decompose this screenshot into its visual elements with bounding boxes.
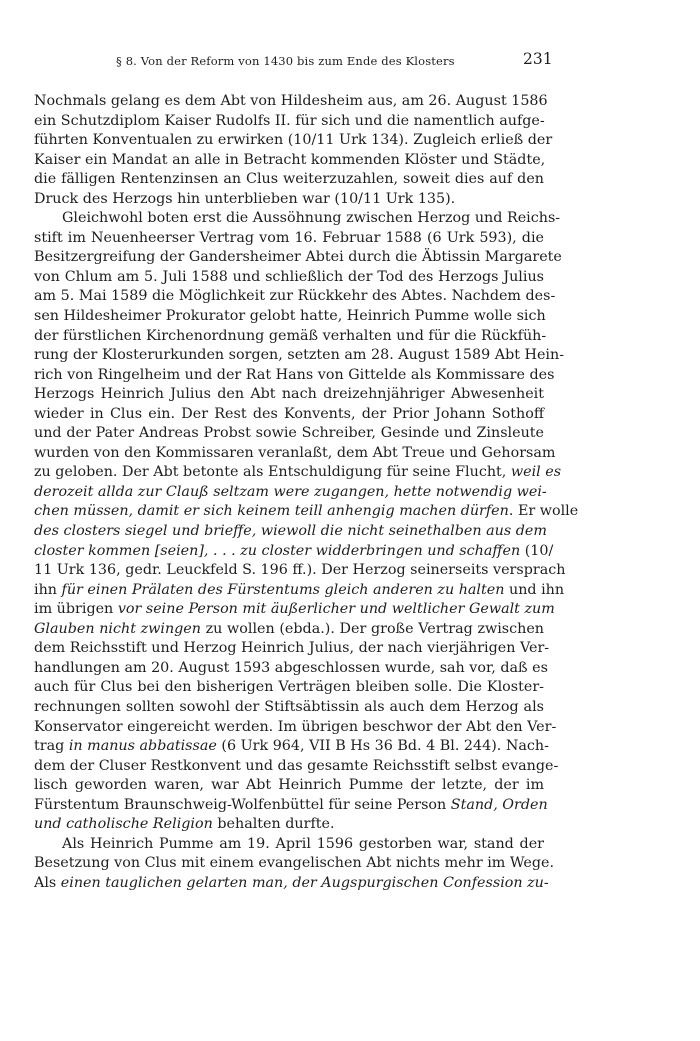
text-line: Konservator eingereicht werden. Im übrigen beschwor der Abt den Ver- — [34, 718, 557, 735]
text-line: lisch geworden waren, war Abt Heinrich Pumme der letzte, der im — [34, 777, 544, 794]
text-line: wieder in Clus ein. Der Rest des Konvents, der Prior Johann Sothoff — [34, 405, 544, 422]
body-text — [34, 92, 579, 893]
text-line: und catholische Religion behalten durfte. — [34, 816, 335, 833]
text-line: closter kommen [seien], . . . zu closter widderbringen und schaffen (10/ — [34, 542, 554, 559]
paragraph-2 — [34, 209, 579, 835]
text-line: handlungen am 20. August 1593 abgeschlossen wurde, sah vor, daß es — [34, 659, 548, 676]
quote-italic: Stand, Orden — [450, 796, 548, 813]
text-line: stift im Neuenheerser Vertrag vom 16. Februar 1588 (6 Urk 593), die — [34, 229, 544, 246]
text-line: Besitzergreifung der Gandersheimer Abtei durch die Äbtissin Margarete — [34, 249, 562, 266]
text-line: Als einen tauglichen gelarten man, der Augspurgischen Confession zu- — [34, 874, 549, 891]
quote-italic: und catholische Religion — [34, 816, 213, 833]
text-line: Fürstentum Braunschweig-Wolfenbüttel für seine Person Stand, Orden — [34, 796, 548, 813]
text-line: von Chlum am 5. Juli 1588 und schließlich der Tod des Herzogs Julius — [34, 268, 544, 285]
text-line: dem Reichsstift und Herzog Heinrich Julius, der nach vierjährigen Ver- — [34, 640, 550, 657]
text-line: rung der Klosterurkunden sorgen, setzten am 28. August 1589 Abt Hein- — [34, 347, 565, 364]
text-line: der fürstlichen Kirchenordnung gemäß verhalten und für die Rückfüh- — [34, 327, 547, 344]
text-line: ihn für einen Prälaten des Fürstentums gleich anderen zu halten und ihn — [34, 581, 565, 598]
text-line: zu geloben. Der Abt betonte als Entschuldigung für seine Flucht, weil es — [34, 464, 562, 481]
text-line: chen müssen, damit er sich keinem teill anhengig machen dürfen. Er wolle — [34, 503, 579, 520]
text-line: ein Schutzdiplom Kaiser Rudolfs II. für sich und die namentlich aufge- — [34, 112, 545, 129]
text-line: 11 Urk 136, gedr. Leuckfeld S. 196 ff.). Der Herzog seinerseits versprach — [34, 562, 566, 579]
running-head — [0, 50, 700, 74]
paragraph-3 — [34, 835, 555, 894]
quote-italic: einen tauglichen gelarten man, der Augspurgischen Confession zu- — [60, 874, 549, 891]
quote-italic: vor seine Person mit äußerlicher und weltlicher Gewalt zum — [117, 601, 555, 618]
text-line: Druck des Herzogs hin unterblieben war (10/11 Urk 135). — [34, 190, 456, 207]
quote-italic: für einen Prälaten des Fürstentums gleich anderen zu halten — [61, 581, 505, 598]
quote-italic: derozeit allda zur Clauß seltzam were zugangen, hette notwendig wei- — [34, 483, 547, 500]
quote-italic: des closters siegel und brieffe, wiewoll die nicht seinethalben aus dem — [34, 523, 547, 540]
text-line: Herzogs Heinrich Julius den Abt nach dreizehnjähriger Abwesenheit — [34, 386, 544, 403]
text-line: sen Hildesheimer Prokurator gelobt hatte, Heinrich Pumme wolle sich — [34, 308, 546, 325]
running-title: § 8. Von der Reform von 1430 bis zum Ende des Klosters — [116, 54, 455, 68]
text-line: rich von Ringelheim und der Rat Hans von Gittelde als Kommissare des — [34, 366, 555, 383]
text-line: auch für Clus bei den bisherigen Verträgen bleiben solle. Die Kloster- — [34, 679, 544, 696]
text-line: und der Pater Andreas Probst sowie Schreiber, Gesinde und Zinsleute — [34, 425, 544, 442]
text-line: die fälligen Rentenzinsen an Clus weiterzuzahlen, soweit dies auf den — [34, 171, 544, 188]
text-line — [34, 522, 547, 542]
text-line: Nochmals gelang es dem Abt von Hildesheim aus, am 26. August 1586 — [34, 93, 548, 109]
quote-italic: Glauben nicht zwingen — [34, 620, 201, 637]
quote-italic: closter kommen [seien], . . . zu closter widderbringen und schaffen — [34, 542, 521, 559]
paragraph-1 — [34, 92, 553, 209]
text-line: am 5. Mai 1589 die Möglichkeit zur Rückkehr des Abtes. Nachdem des- — [34, 288, 556, 305]
quote-italic: chen müssen, damit er sich keinem teill anhengig machen dürfen — [34, 503, 509, 520]
text-line: im übrigen vor seine Person mit äußerlicher und weltlicher Gewalt zum — [34, 601, 555, 618]
page-number: 231 — [523, 50, 553, 68]
text-line: rechnungen sollten sowohl der Stiftsäbtissin als auch dem Herzog als — [34, 698, 544, 715]
text-line: Gleichwohl boten erst die Aussöhnung zwischen Herzog und Reichs- — [62, 210, 561, 227]
text-line: führten Konventualen zu erwirken (10/11 Urk 134). Zugleich erließ der — [34, 132, 553, 149]
text-line: Besetzung von Clus mit einem evangelischen Abt nichts mehr im Wege. — [34, 855, 555, 872]
text-line: Glauben nicht zwingen zu wollen (ebda.). Der große Vertrag zwischen — [34, 620, 545, 637]
quote-italic: weil es — [510, 464, 562, 481]
text-line: wurden von den Kommissaren veranlaßt, dem Abt Treue und Gehorsam — [34, 444, 556, 461]
quote-italic: in manus abbatissae — [68, 738, 217, 755]
text-line — [34, 483, 547, 503]
text-line: Kaiser ein Mandat an alle in Betracht kommenden Klöster und Städte, — [34, 151, 546, 168]
text-line: Als Heinrich Pumme am 19. April 1596 gestorben war, stand der — [62, 835, 544, 852]
text-line: dem der Cluser Restkonvent und das gesamte Reichsstift selbst evange- — [34, 757, 559, 774]
text-line: trag in manus abbatissae (6 Urk 964, VII B Hs 36 Bd. 4 Bl. 244). Nach- — [34, 738, 549, 755]
